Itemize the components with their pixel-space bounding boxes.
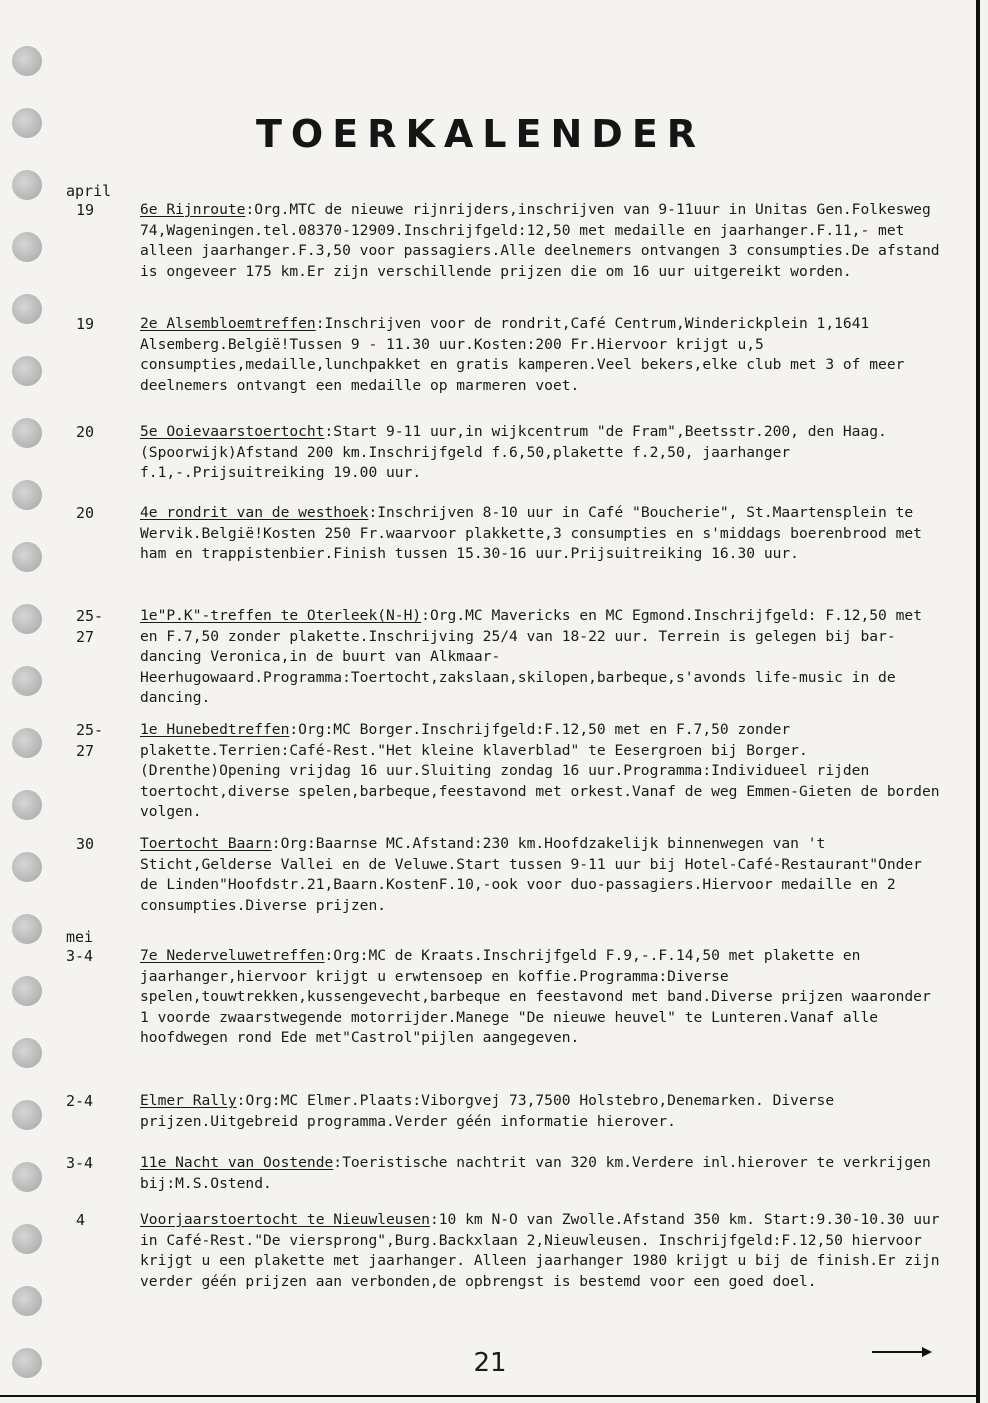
entry-title: 5e Ooievaarstoertocht (140, 423, 325, 440)
binder-hole (12, 542, 42, 572)
entry-text: :10 km N-O van Zwolle.Afstand 350 km. Start:9.30-10.30 uur in Café-Rest."De viersprong",Burg.Backxlaan 2,Nieuwleusen. Inschrijfgeld:F.12,50 hiervoor krijgt u een plakette met jaarhanger. Alleen jaarhanger 1980 krijgt u bij de finish.Er zijn verder géén prijzen aan verbonden,de opbrengst is bestemd voor een goed doel. (140, 1211, 940, 1290)
entry-date: 19 (76, 201, 95, 219)
entry-body (140, 720, 940, 823)
entry-title: 11e Nacht van Oostende (140, 1154, 334, 1171)
page-title: TOERKALENDER (256, 112, 706, 156)
entry-body (140, 606, 940, 709)
entry-body (140, 503, 940, 565)
next-page-arrow-icon (872, 1344, 932, 1360)
entry-date: 25- 27 (76, 607, 104, 646)
entry-text: :Org.MTC de nieuwe rijnrijders,inschrijven van 9-11uur in Unitas Gen.Folkesweg 74,Wageningen.tel.08370-12909.Inschrijfgeld:12,50 met medaille en jaarhanger.F.11,- met alleen jaarhanger.F.3,50 voor passagiers.Alle deelnemers ontvangen 3 consumpties.De afstand is ongeveer 175 km.Er zijn verschillende prijzen die om 16 uur uitgereikt worden. (140, 201, 940, 280)
entry-title: 1e"P.K"-treffen te Oterleek(N-H) (140, 607, 422, 624)
binder-hole (12, 914, 42, 944)
binder-hole (12, 852, 42, 882)
entry-title: Voorjaarstoertocht te Nieuwleusen (140, 1211, 430, 1228)
binder-hole (12, 1162, 42, 1192)
entry-text: :Inschrijven 8-10 uur in Café "Boucherie", St.Maartensplein te Wervik.België!Kosten 250 Fr.waarvoor plakkette,3 consumpties en s'middags boerenbrood met ham en trappistenbier.Finish tussen 15.30-16 uur.Prijsuitreiking 16.30 uur. (140, 504, 922, 563)
binder-hole (12, 1100, 42, 1130)
entry-body (140, 834, 940, 916)
entry-text: :Org.MC Mavericks en MC Egmond.Inschrijfgeld: F.12,50 met en F.7,50 zonder plakette.Inschrijving 25/4 van 18-22 uur. Terrein is gelegen bij bar-dancing Veronica,in de buurt van Alkmaar-Heerhugowaard.Programma:Toertocht,zakslaan,skilopen,barbeque,s'avonds life-music in de dancing. (140, 607, 922, 707)
binder-holes (12, 30, 52, 1400)
entry-text: :Toeristische nachtrit van 320 km.Verdere inl.hierover te verkrijgen bij:M.S.Ostend. (140, 1154, 931, 1192)
entry-text: :Org:MC Borger.Inschrijfgeld:F.12,50 met en F.7,50 zonder plakette.Terrien:Café-Rest."Het kleine klaverblad" te Eesergroen bij Borger. (Drenthe)Opening vrijdag 16 uur.Sluiting zondag 16 uur.Programma:Individueel rijden toertocht,diverse spelen,barbeque,feestavond met orkest.Vanaf de weg Emmen-Gieten de borden volgen. (140, 721, 940, 821)
entry-title: 2e Alsembloemtreffen (140, 315, 316, 332)
entry-date: 4 (76, 1211, 86, 1229)
entry-title: 7e Nederveluwetreffen (140, 947, 325, 964)
binder-hole (12, 170, 42, 200)
entry-date: 2-4 (66, 1092, 94, 1110)
binder-hole (12, 604, 42, 634)
binder-hole (12, 1038, 42, 1068)
entry-text: :Org:Baarnse MC.Afstand:230 km.Hoofdzakelijk binnenwegen van 't Sticht,Gelderse Vallei en de Veluwe.Start tussen 9-11 uur bij Hotel-Café-Restaurant"Onder de Linden"Hoofdstr.21,Baarn.KostenF.10,-ook voor duo-passagiers.Hiervoor medaille en 2 consumpties.Diverse prijzen. (140, 835, 922, 914)
entry-body (140, 1153, 940, 1194)
entry-body (140, 314, 940, 396)
binder-hole (12, 666, 42, 696)
entry-title: Elmer Rally (140, 1092, 237, 1109)
entry-title: 6e Rijnroute (140, 201, 246, 218)
entry-date: 20 (76, 504, 95, 522)
entry-date: 25- 27 (76, 721, 104, 760)
binder-hole (12, 356, 42, 386)
binder-hole (12, 976, 42, 1006)
entry-date: 30 (76, 835, 95, 853)
binder-hole (12, 46, 42, 76)
binder-hole (12, 1348, 42, 1378)
binder-hole (12, 480, 42, 510)
entry-body (140, 1091, 940, 1132)
entry-title: 4e rondrit van de westhoek (140, 504, 369, 521)
entry-body (140, 200, 940, 282)
entry-date: 3-4 (66, 1154, 94, 1172)
binder-hole (12, 790, 42, 820)
entry-date: 3-4 (66, 947, 94, 965)
entry-text: :Start 9-11 uur,in wijkcentrum "de Fram",Beetsstr.200, den Haag.(Spoorwijk)Afstand 200 km.Inschrijfgeld f.6,50,plakette f.2,50, jaarhanger f.1,-.Prijsuitreiking 19.00 uur. (140, 423, 887, 482)
entry-text: :Org:MC de Kraats.Inschrijfgeld F.9,-.F.14,50 met plakette en jaarhanger,hiervoor krijgt u erwtensoep en koffie.Programma:Diverse spelen,touwtrekken,kussengevecht,barbeque en feestavond met band.Diverse prijzen waaronder 1 voorde zwaarstwegende motorrijder.Manege "De nieuwe heuvel" te Lunteren.Vanaf alle hoofdwegen rond Ede met"Castrol"pijlen aangegeven. (140, 947, 931, 1047)
entry-text: :Inschrijven voor de rondrit,Café Centrum,Winderickplein 1,1641 Alsemberg.België!Tussen 9 - 11.30 uur.Kosten:200 Fr.Hiervoor krijgt u,5 consumpties,medaille,lunchpakket en gratis kamperen.Veel bekers,elke club met 3 of meer deelnemers ontvangt een medaille op marmeren voet. (140, 315, 905, 394)
page-edge-bottom (0, 1395, 980, 1397)
entry-title: Toertocht Baarn (140, 835, 272, 852)
binder-hole (12, 1286, 42, 1316)
month-heading-april: april (66, 182, 112, 200)
entry-body (140, 1210, 940, 1292)
entry-text: :Org:MC Elmer.Plaats:Viborgvej 73,7500 Holstebro,Denemarken. Diverse prijzen.Uitgebreid programma.Verder géén informatie hierover. (140, 1092, 835, 1130)
binder-hole (12, 294, 42, 324)
binder-hole (12, 108, 42, 138)
month-heading-mei: mei (66, 928, 94, 946)
entry-body (140, 422, 940, 484)
page-number: 21 (473, 1348, 507, 1378)
binder-hole (12, 418, 42, 448)
page-edge-right (976, 0, 980, 1403)
binder-hole (12, 1224, 42, 1254)
entry-date: 19 (76, 315, 95, 333)
entry-date: 20 (76, 423, 95, 441)
binder-hole (12, 728, 42, 758)
entry-title: 1e Hunebedtreffen (140, 721, 290, 738)
binder-hole (12, 232, 42, 262)
entry-body (140, 946, 940, 1049)
